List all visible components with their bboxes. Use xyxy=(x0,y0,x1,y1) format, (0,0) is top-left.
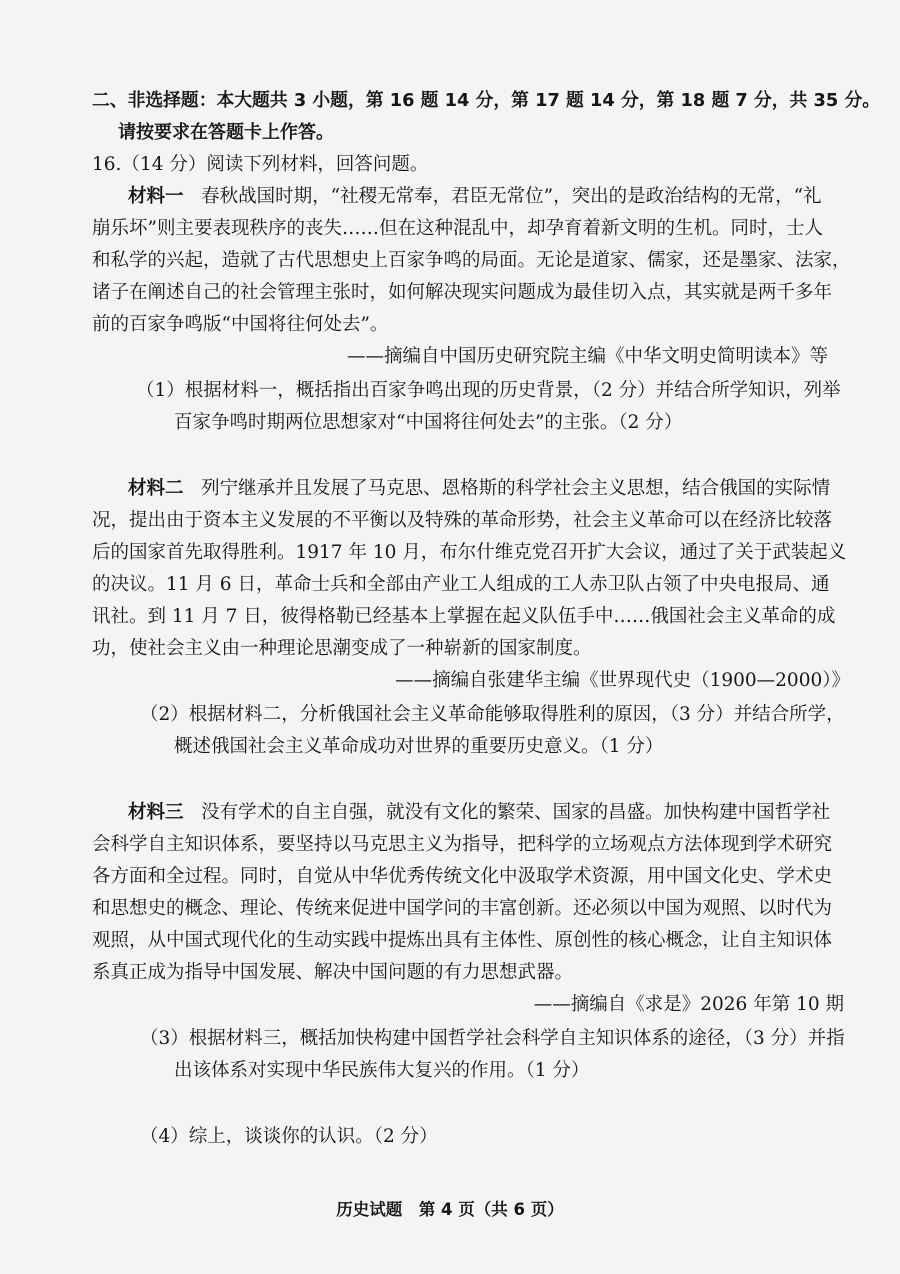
material-three-label: 材料三 xyxy=(128,802,184,823)
material-three-first-line xyxy=(128,800,830,826)
material-two-line: 的决议。11 月 6 日，革命士兵和全部由产业工人组成的工人赤卫队占领了中央电报局、通 xyxy=(92,574,830,595)
sub-question-2-line2: 概述俄国社会主义革命成功对世界的重要历史意义。（1 分） xyxy=(174,736,664,757)
material-two-line: 后的国家首先取得胜利。1917 年 10 月，布尔什维克党召开扩大会议，通过了关于武装起义 xyxy=(92,542,847,563)
material-one-line: 和私学的兴起，造就了古代思想史上百家争鸣的局面。无论是道家、儒家，还是墨家、法家， xyxy=(92,250,851,271)
material-one-text: 春秋战国时期，“社稷无常奉，君臣无常位”，突出的是政治结构的无常，“礼 xyxy=(201,186,822,207)
material-three-line: 会科学自主知识体系，要坚持以马克思主义为指导，把科学的立场观点方法体现到学术研究 xyxy=(92,834,833,855)
material-one-label: 材料一 xyxy=(128,186,184,207)
material-two-label: 材料二 xyxy=(128,478,184,499)
sub-question-4: （4）综上，谈谈你的认识。（2 分） xyxy=(140,1126,438,1147)
question-number-line: 16.（14 分）阅读下列材料，回答问题。 xyxy=(92,154,429,175)
sub-question-1-line1: （1）根据材料一，概括指出百家争鸣出现的历史背景，（2 分）并结合所学知识，列举 xyxy=(136,380,841,401)
material-three-source: ——摘编自《求是》2026 年第 10 期 xyxy=(533,994,844,1015)
sub-question-1-line2: 百家争鸣时期两位思想家对“中国将往何处去”的主张。（2 分） xyxy=(174,412,683,433)
material-three-line: 和思想史的概念、理论、传统来促进中国学问的丰富创新。还必须以中国为观照、以时代为 xyxy=(92,898,833,919)
material-three-text: 没有学术的自主自强，就没有文化的繁荣、国家的昌盛。加快构建中国哲学社 xyxy=(201,802,831,823)
material-one-line: 诸子在阐述自己的社会管理主张时，如何解决现实问题成为最佳切入点，其实就是两千多年 xyxy=(92,282,833,303)
sub-question-3-line1: （3）根据材料三，概括加快构建中国哲学社会科学自主知识体系的途径，（3 分）并指 xyxy=(140,1028,845,1049)
material-two-line: 况，提出由于资本主义发展的不平衡以及特殊的革命形势，社会主义革命可以在经济比较落 xyxy=(92,510,833,531)
sub-question-3-line2: 出该体系对实现中华民族伟大复兴的作用。（1 分） xyxy=(174,1060,590,1081)
material-two-line: 功，使社会主义由一种理论思潮变成了一种崭新的国家制度。 xyxy=(92,638,592,659)
sub-question-2-line1: （2）根据材料二，分析俄国社会主义革命能够取得胜利的原因，（3 分）并结合所学， xyxy=(140,704,845,725)
material-three-line: 各方面和全过程。同时，自觉从中华优秀传统文化中汲取学术资源，用中国文化史、学术史 xyxy=(92,866,833,887)
material-one-first-line xyxy=(128,184,822,210)
section-instruction: 请按要求在答题卡上作答。 xyxy=(118,122,334,143)
material-two-first-line xyxy=(128,476,830,502)
material-two-text: 列宁继承并且发展了马克思、恩格斯的科学社会主义思想，结合俄国的实际情 xyxy=(201,478,831,499)
material-one-line: 崩乐坏”则主要表现秩序的丧失……但在这种混乱中，却孕育着新文明的生机。同时，士人 xyxy=(92,218,823,239)
material-two-source: ——摘编自张建华主编《世界现代史（1900—2000）》 xyxy=(395,670,850,691)
material-two-line: 讯社。到 11 月 7 日，彼得格勒已经基本上掌握在起义队伍手中……俄国社会主义革命的成 xyxy=(92,606,836,627)
material-one-line: 前的百家争鸣版“中国将往何处去”。 xyxy=(92,314,389,335)
page-footer: 历史试题 第 4 页（共 6 页） xyxy=(336,1200,564,1219)
material-one-source: ——摘编自中国历史研究院主编《中华文明史简明读本》等 xyxy=(346,346,828,367)
material-three-line: 观照，从中国式现代化的生动实践中提炼出具有主体性、原创性的核心概念，让自主知识体 xyxy=(92,930,833,951)
material-three-line: 系真正成为指导中国发展、解决中国问题的有力思想武器。 xyxy=(92,962,574,983)
section-heading: 二、非选择题：本大题共 3 小题，第 16 题 14 分，第 17 题 14 分，第 18 题 7 分，共 35 分。 xyxy=(92,90,881,111)
